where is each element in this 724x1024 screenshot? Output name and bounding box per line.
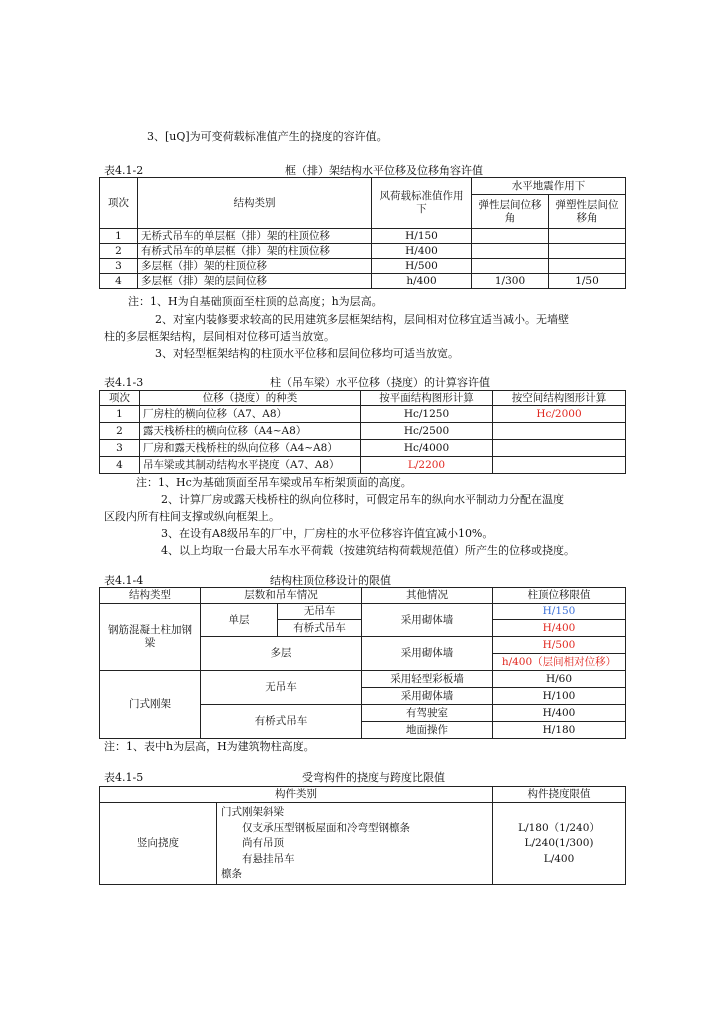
note-413-2b: 区段内所有柱间支撑或纵向框架上。	[104, 510, 280, 523]
limit-line: L/400	[543, 852, 575, 865]
cell-light: 采用轻型彩板墙	[362, 671, 493, 688]
cell-masonry-2: 采用砌体墙	[362, 637, 493, 671]
note-414: 注：1、表中h为层高，H为建筑物柱高度。	[104, 740, 315, 753]
cell-limits	[493, 803, 626, 885]
cell-vertical: 竖向挠度	[100, 803, 217, 885]
note-413-1: 注：1、Hc为基础顶面至吊车梁或吊车桁架顶面的高度。	[136, 476, 412, 489]
cell-kind: 露天栈桥柱的横向位移（A4~A8）	[140, 423, 361, 440]
item-line: 檩条	[221, 868, 242, 880]
cell-rc-type: 钢筋混凝土柱加钢梁	[100, 604, 201, 671]
cell-elastic	[472, 229, 549, 244]
header-type: 结构类别	[138, 178, 372, 229]
note-412-2: 2、对室内装修要求较高的民用建筑多层框架结构，层间相对位移宜适当减小。无墙壁	[155, 313, 569, 326]
table-413-title: 柱（吊车梁）水平位移（挠度）的计算容许值	[270, 376, 490, 389]
cell-no: 4	[100, 274, 138, 289]
cell-plastic: 1/50	[549, 274, 626, 289]
item-line: 有悬挂吊车	[242, 852, 295, 865]
cell-items	[217, 803, 493, 885]
cell-wind: H/400	[372, 244, 472, 259]
cell-v500: H/500	[493, 637, 626, 654]
cell-ground: 地面操作	[362, 722, 493, 739]
header-kind: 位移（挠度）的种类	[140, 391, 361, 406]
cell-no: 3	[100, 440, 140, 457]
table-413	[99, 390, 626, 474]
header-category: 构件类别	[100, 787, 493, 803]
cell-single: 单层	[201, 604, 278, 637]
cell-no: 3	[100, 259, 138, 274]
table-413-label: 表4.1-3	[104, 376, 144, 389]
cell-v60: H/60	[493, 671, 626, 688]
cell-no: 1	[100, 229, 138, 244]
table-415	[99, 786, 626, 885]
cell-kind: 吊车梁或其制动结构水平挠度（A7、A8）	[140, 457, 361, 474]
header-type: 结构类型	[100, 588, 201, 604]
cell-no: 1	[100, 406, 140, 423]
table-412-label: 表4.1-2	[104, 164, 144, 177]
item-line: 尚有吊顶	[242, 837, 284, 849]
cell-plane: L/2200	[361, 457, 493, 474]
table-row	[100, 244, 626, 259]
cell-v400h: h/400（层间相对位移）	[493, 654, 626, 671]
cell-plane: Hc/2500	[361, 423, 493, 440]
table-414	[99, 587, 626, 739]
cell-plastic	[549, 244, 626, 259]
cell-portal: 门式刚架	[100, 671, 201, 739]
limit-line: L/180（1/240）	[518, 821, 600, 834]
note-412-3: 3、对轻型框架结构的柱顶水平位移和层间位移均可适当放宽。	[155, 347, 459, 360]
note-413-4: 4、以上均取一台最大吊车水平荷载（按建筑结构荷载规范值）所产生的位移或挠度。	[161, 544, 575, 557]
table-row	[100, 440, 626, 457]
cell-type: 多层框（排）架的层间位移	[138, 274, 372, 289]
cell-elastic	[472, 244, 549, 259]
header-space: 按空间结构图形计算	[493, 391, 626, 406]
cell-wind: H/500	[372, 259, 472, 274]
cell-kind: 厂房柱的横向位移（A7、A8）	[140, 406, 361, 423]
cell-portal-no-crane: 无吊车	[201, 671, 362, 705]
table-row	[100, 229, 626, 244]
cell-plastic	[549, 229, 626, 244]
note-412-2b: 柱的多层框架结构，层间相对位移可适当放宽。	[104, 330, 335, 343]
cell-no-crane: 无吊车	[278, 604, 362, 620]
cell-space	[493, 457, 626, 474]
limit-line: L/240(1/300)	[524, 837, 594, 849]
table-row	[100, 406, 626, 423]
cell-masonry-1: 采用砌体墙	[362, 604, 493, 637]
note-413-2: 2、计算厂房或露天栈桥柱的纵向位移时，可假定吊车的纵向水平制动力分配在温度	[161, 493, 564, 506]
item-line: 仅支承压型钢板屋面和冷弯型钢檩条	[242, 821, 410, 834]
cell-plane: Hc/4000	[361, 440, 493, 457]
header-other: 其他情况	[362, 588, 493, 604]
cell-kind: 厂房和露天栈桥柱的纵向位移（A4~A8）	[140, 440, 361, 457]
header-item: 项次	[100, 391, 140, 406]
limit-line	[496, 867, 622, 883]
cell-space: Hc/2000	[493, 406, 626, 423]
cell-v150: H/150	[493, 604, 626, 620]
header-limit: 柱顶位移限值	[493, 588, 626, 604]
cell-bridge-crane: 有桥式吊车	[278, 620, 362, 637]
table-414-title: 结构柱顶位移设计的限值	[270, 574, 391, 587]
header-item: 项次	[100, 178, 138, 229]
table-row	[100, 259, 626, 274]
cell-wind: H/150	[372, 229, 472, 244]
cell-masonry-3: 采用砌体墙	[362, 688, 493, 705]
limit-line	[496, 805, 622, 821]
cell-no: 4	[100, 457, 140, 474]
cell-no: 2	[100, 244, 138, 259]
table-row	[100, 423, 626, 440]
header-limit: 构件挠度限值	[493, 787, 626, 803]
cell-v100: H/100	[493, 688, 626, 705]
header-plastic: 弹塑性层间位移角	[549, 195, 626, 229]
header-wind: 风荷载标准值作用下	[372, 178, 472, 229]
cell-plane: Hc/1250	[361, 406, 493, 423]
header-plane: 按平面结构图形计算	[361, 391, 493, 406]
cell-type: 有桥式吊车的单层框（排）架的柱顶位移	[138, 244, 372, 259]
cell-elastic	[472, 259, 549, 274]
table-412-title: 框（排）架结构水平位移及位移角容许值	[285, 164, 483, 177]
cell-v400b: H/400	[493, 705, 626, 722]
cell-space	[493, 440, 626, 457]
cell-wind: h/400	[372, 274, 472, 289]
cell-type: 无桥式吊车的单层框（排）架的柱顶位移	[138, 229, 372, 244]
cell-portal-bridge-crane: 有桥式吊车	[201, 705, 362, 739]
table-415-label: 表4.1-5	[104, 771, 144, 784]
table-row	[100, 457, 626, 474]
table-row	[100, 274, 626, 289]
cell-no: 2	[100, 423, 140, 440]
cell-v180: H/180	[493, 722, 626, 739]
cell-v400: H/400	[493, 620, 626, 637]
cell-plastic	[549, 259, 626, 274]
note-413-3: 3、在设有A8级吊车的厂中，厂房柱的水平位移容许值宜减小10%。	[161, 527, 494, 540]
table-414-label: 表4.1-4	[104, 574, 144, 587]
table-412	[99, 177, 626, 289]
header-earthquake: 水平地震作用下	[472, 178, 626, 195]
item-line: 门式刚架斜梁	[221, 806, 284, 818]
cell-space	[493, 423, 626, 440]
cell-elastic: 1/300	[472, 274, 549, 289]
cell-type: 多层框（排）架的柱顶位移	[138, 259, 372, 274]
cell-cab: 有驾驶室	[362, 705, 493, 722]
header-floor: 层数和吊车情况	[201, 588, 362, 604]
cell-multi: 多层	[201, 637, 362, 671]
table-415-title: 受弯构件的挠度与跨度比限值	[302, 771, 445, 784]
header-elastic: 弹性层间位移角	[472, 195, 549, 229]
note-412-1: 注：1、H为自基础顶面至柱顶的总高度；h为层高。	[128, 295, 383, 308]
intro-note: 3、[uQ]为可变荷载标准值产生的挠度的容许值。	[147, 130, 388, 143]
